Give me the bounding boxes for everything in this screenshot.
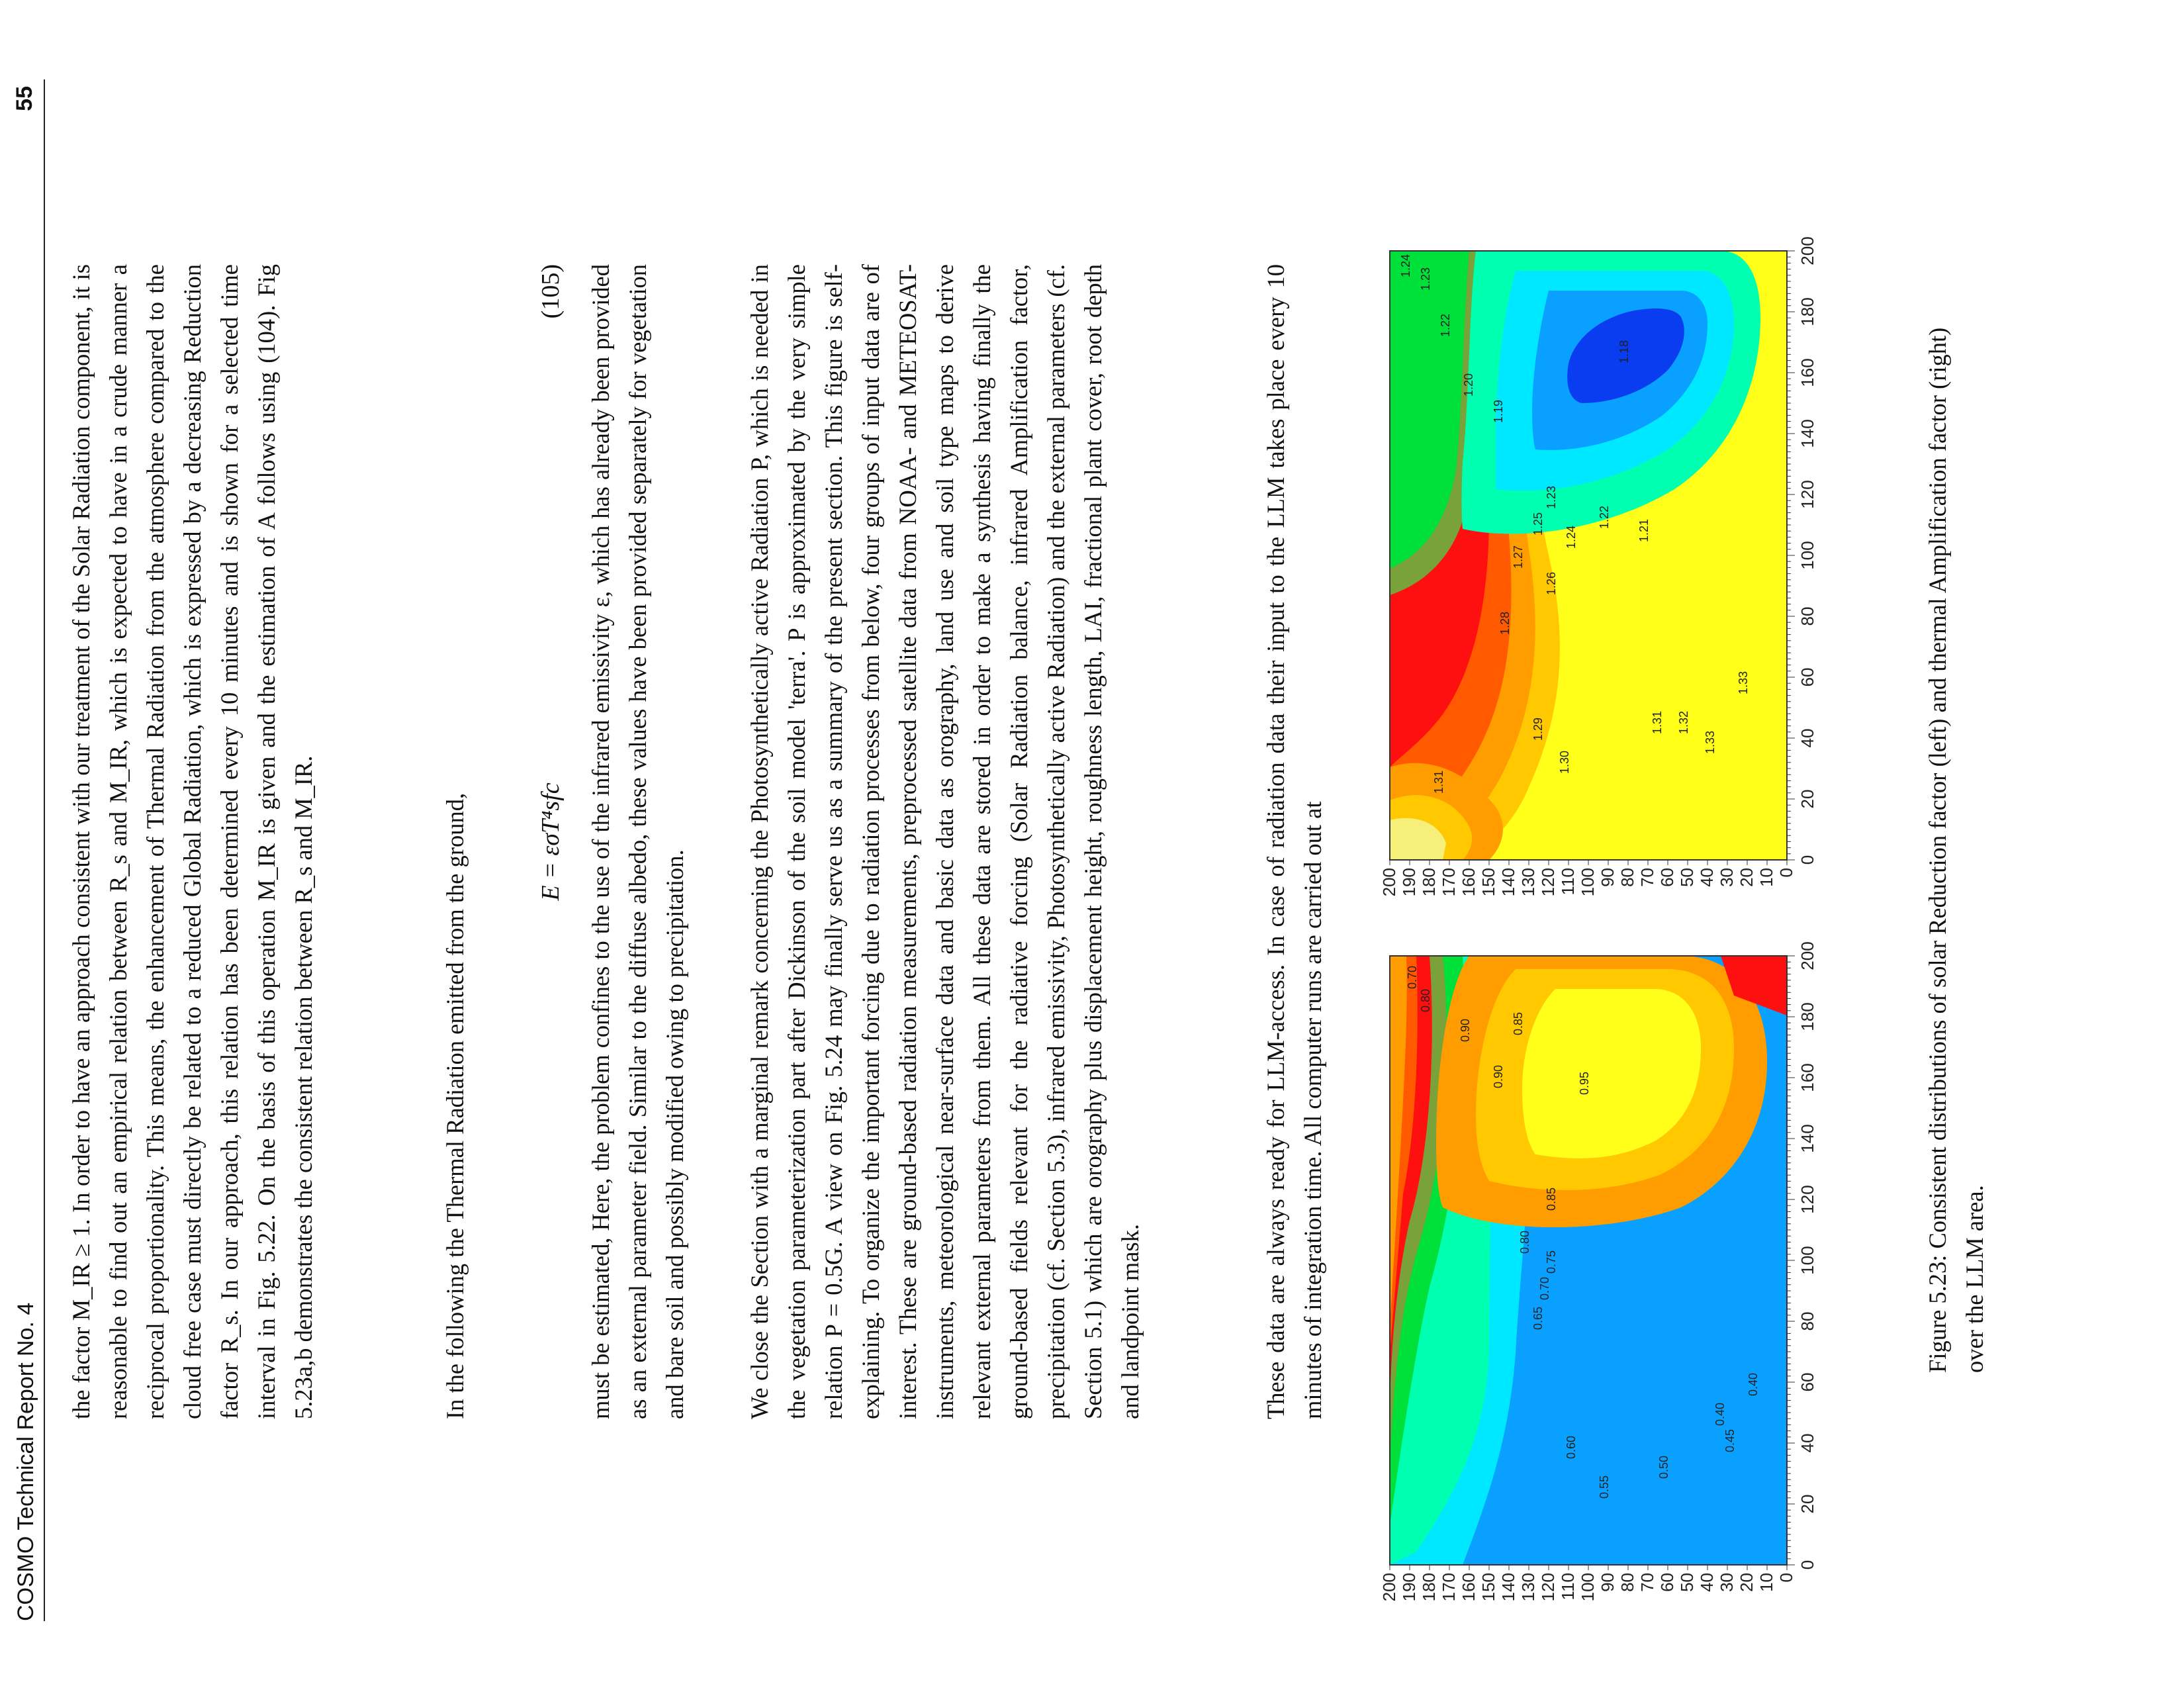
contour-label: 1.25 xyxy=(1531,512,1545,536)
paragraph-1: the factor M_IR ≥ 1. In order to have an approach consistent with our treatment of the Solar Radiation component, it is reasonable to find out an empirical relation between R_s and M_IR, which is expected to have in a crude manner a reciprocal proportionality. This means, the enhancement of Thermal Radiation from the atmosphere compared to the cloud free case must directly be related to a reduced Global Radiation, which is expressed by a decreasing Reduction factor R_s. In our approach, this relation has been determined every 10 minutes and is shown for a selected time interval in Fig. 5.22. On the basis of this operation M_IR is given and the estimation of A follows using (104). Fig 5.23a,b demonstrates the consistent relation between R_s and M_IR. xyxy=(68,264,317,1419)
contour-label: 1.24 xyxy=(1399,254,1412,277)
contour-label: 1.33 xyxy=(1737,671,1750,694)
equation-105 xyxy=(536,264,582,1419)
y-tick-label: 160 xyxy=(1459,1573,1479,1602)
right-y-axis xyxy=(1379,860,1796,896)
contour-label: 1.27 xyxy=(1512,545,1525,569)
x-tick-label: 180 xyxy=(1797,1002,1817,1031)
y-tick-label: 110 xyxy=(1558,868,1578,896)
y-tick-label: 10 xyxy=(1756,1573,1776,1592)
reduction-factor-svg xyxy=(1377,929,1840,1624)
y-tick-label: 100 xyxy=(1578,1573,1598,1602)
contour-label: 0.80 xyxy=(1518,1230,1531,1254)
contour-label: 0.50 xyxy=(1657,1455,1670,1479)
y-tick-label: 60 xyxy=(1657,1573,1677,1592)
y-tick-label: 140 xyxy=(1498,1573,1518,1602)
y-tick-label: 20 xyxy=(1737,1573,1756,1592)
left-y-axis xyxy=(1379,1565,1796,1601)
contour-label: 1.32 xyxy=(1677,710,1690,734)
x-tick-label: 120 xyxy=(1797,480,1817,509)
y-tick-label: 200 xyxy=(1379,1573,1399,1602)
paragraph-2: In the following the Thermal Radiation emitted from the ground, xyxy=(441,792,469,1419)
x-tick-label: 0 xyxy=(1797,855,1817,865)
contour-label: 0.90 xyxy=(1459,1018,1472,1042)
contour-label: 1.19 xyxy=(1492,399,1505,423)
y-tick-label: 170 xyxy=(1439,868,1459,897)
y-tick-label: 120 xyxy=(1538,868,1558,897)
x-tick-label: 0 xyxy=(1797,1560,1817,1570)
x-tick-label: 60 xyxy=(1797,667,1817,687)
y-tick-label: 170 xyxy=(1439,1573,1459,1602)
y-tick-label: 50 xyxy=(1677,1573,1697,1592)
y-tick-label: 40 xyxy=(1697,868,1717,887)
x-tick-label: 140 xyxy=(1797,1124,1817,1153)
x-tick-label: 40 xyxy=(1797,1433,1817,1453)
contour-label: 0.75 xyxy=(1545,1250,1558,1274)
y-tick-label: 180 xyxy=(1419,868,1439,897)
contour-label: 1.23 xyxy=(1545,485,1558,509)
y-tick-label: 100 xyxy=(1578,868,1598,897)
contour-label: 1.24 xyxy=(1565,525,1578,549)
contour-label: 1.22 xyxy=(1598,505,1611,529)
y-tick-label: 160 xyxy=(1459,868,1479,897)
contour-label: 0.40 xyxy=(1713,1402,1727,1426)
contour-label: 0.60 xyxy=(1565,1435,1578,1459)
y-tick-label: 200 xyxy=(1379,868,1399,897)
x-tick-label: 80 xyxy=(1797,1311,1817,1331)
header-rule xyxy=(44,79,45,1621)
y-tick-label: 70 xyxy=(1637,1573,1657,1592)
y-tick-label: 120 xyxy=(1538,1573,1558,1602)
y-tick-label: 80 xyxy=(1617,1573,1637,1592)
paragraph-3: must be estimated, Here, the problem confines to the use of the infrared emissivity ε, which has already been provided as an external parameter field. Similar to the diffuse albedo, these values have been provided separately for vegetation and bare soil and possibly modified owing to precipitation. xyxy=(587,264,688,1419)
y-tick-label: 50 xyxy=(1677,868,1697,887)
y-tick-label: 140 xyxy=(1498,868,1518,897)
y-tick-label: 80 xyxy=(1617,868,1637,887)
right-x-axis xyxy=(1787,236,1817,865)
equation-expression: E = εσT⁴sfc xyxy=(537,782,565,901)
x-tick-label: 20 xyxy=(1797,789,1817,809)
equation-number: (105) xyxy=(537,264,565,319)
y-tick-label: 180 xyxy=(1419,1573,1439,1602)
contour-label: 1.33 xyxy=(1704,730,1717,754)
contour-label: 0.95 xyxy=(1578,1071,1591,1095)
y-tick-label: 190 xyxy=(1399,1573,1419,1602)
contour-label: 1.21 xyxy=(1637,518,1651,542)
y-tick-label: 10 xyxy=(1756,868,1776,887)
contour-label: 1.30 xyxy=(1558,750,1571,774)
y-tick-label: 190 xyxy=(1399,868,1419,897)
contour-label: 1.20 xyxy=(1462,373,1475,397)
amplification-factor-map xyxy=(1377,224,1840,919)
contour-label: 1.23 xyxy=(1419,267,1432,291)
contour-label: 1.22 xyxy=(1439,313,1452,337)
contour-label: 0.40 xyxy=(1747,1372,1760,1396)
page-header xyxy=(0,0,46,1684)
x-tick-label: 160 xyxy=(1797,358,1817,387)
x-tick-label: 100 xyxy=(1797,1246,1817,1275)
y-tick-label: 30 xyxy=(1717,868,1737,887)
paragraph-4: We close the Section with a marginal remark concerning the Photosynthetically active Radiation P, which is needed in the vegetation parameterization part after Dickinson of the soil model 'terra'. P is approximated by the very simple relation P = 0.5G. A view on Fig. 5.24 may finally serve us as a summary of the present section. This figure is self-explaining. To organize the important forcing due to radiation processes from below, four groups of input data are of interest. These are ground-based radiation measurements, preprocessed satellite data from NOAA- and METEOSAT-instruments, meteorological near-surface data and basic data as orography, land use and soil type maps to derive relevant external parameters from them. All these data are stored in order to make a synthesis having finally the ground-based fields relevant for the radiative forcing (Solar Radiation balance, infrared Amplification factor, precipitation (cf. Section 5.3), infrared emissivity, Photosynthetically active Radiation) and the external parameters (cf. Section 5.1) which are orography plus displacement height, roughness length, LAI, fractional plant cover, root depth and landpoint mask. xyxy=(746,264,1144,1419)
figure-caption: Figure 5.23: Consistent distributions of solar Reduction factor (left) and thermal Amplification factor (right) over the LLM area. xyxy=(1924,327,1988,1373)
x-tick-label: 140 xyxy=(1797,419,1817,448)
contour-label: 0.55 xyxy=(1598,1475,1611,1499)
x-tick-label: 60 xyxy=(1797,1372,1817,1392)
contour-label: 0.85 xyxy=(1545,1187,1558,1211)
y-tick-label: 90 xyxy=(1598,1573,1617,1592)
contour-label: 1.28 xyxy=(1498,611,1512,635)
y-tick-label: 0 xyxy=(1776,868,1796,878)
contour-label: 1.18 xyxy=(1617,340,1631,363)
contour-label: 0.70 xyxy=(1538,1276,1551,1300)
y-tick-label: 20 xyxy=(1737,868,1756,887)
x-tick-label: 80 xyxy=(1797,606,1817,626)
y-tick-label: 30 xyxy=(1717,1573,1737,1592)
x-tick-label: 120 xyxy=(1797,1185,1817,1214)
x-tick-label: 160 xyxy=(1797,1063,1817,1092)
contour-label: 1.26 xyxy=(1545,571,1558,595)
x-tick-label: 200 xyxy=(1797,941,1817,970)
contour-label: 1.31 xyxy=(1651,710,1664,734)
contour-label: 0.85 xyxy=(1512,1011,1525,1035)
page-number: 55 xyxy=(12,86,37,111)
y-tick-label: 90 xyxy=(1598,868,1617,887)
y-tick-label: 60 xyxy=(1657,868,1677,887)
x-tick-label: 180 xyxy=(1797,297,1817,326)
contour-label: 1.29 xyxy=(1531,717,1545,741)
y-tick-label: 70 xyxy=(1637,868,1657,887)
contour-label: 0.65 xyxy=(1531,1306,1545,1330)
contour-label: 0.80 xyxy=(1419,988,1432,1012)
contour-label: 0.45 xyxy=(1723,1428,1737,1452)
contour-label: 1.31 xyxy=(1432,770,1445,794)
report-title: COSMO Technical Report No. 4 xyxy=(13,1302,38,1621)
x-tick-label: 100 xyxy=(1797,541,1817,570)
x-tick-label: 40 xyxy=(1797,728,1817,748)
paragraph-5: These data are always ready for LLM-access. In case of radiation data their input to the LLM takes place every 10 minutes of integration time. All computer runs are carried out at xyxy=(1262,264,1326,1419)
y-tick-label: 130 xyxy=(1518,1573,1538,1602)
reduction-factor-map xyxy=(1377,929,1840,1624)
y-tick-label: 40 xyxy=(1697,1573,1717,1592)
y-tick-label: 150 xyxy=(1479,868,1498,897)
left-x-axis xyxy=(1787,941,1817,1569)
x-tick-label: 20 xyxy=(1797,1494,1817,1514)
x-tick-label: 200 xyxy=(1797,236,1817,265)
amplification-factor-svg xyxy=(1377,224,1840,919)
y-tick-label: 150 xyxy=(1479,1573,1498,1602)
y-tick-label: 130 xyxy=(1518,868,1538,897)
y-tick-label: 0 xyxy=(1776,1573,1796,1583)
y-tick-label: 110 xyxy=(1558,1573,1578,1601)
contour-label: 0.70 xyxy=(1406,965,1419,989)
contour-label: 0.90 xyxy=(1492,1064,1505,1088)
